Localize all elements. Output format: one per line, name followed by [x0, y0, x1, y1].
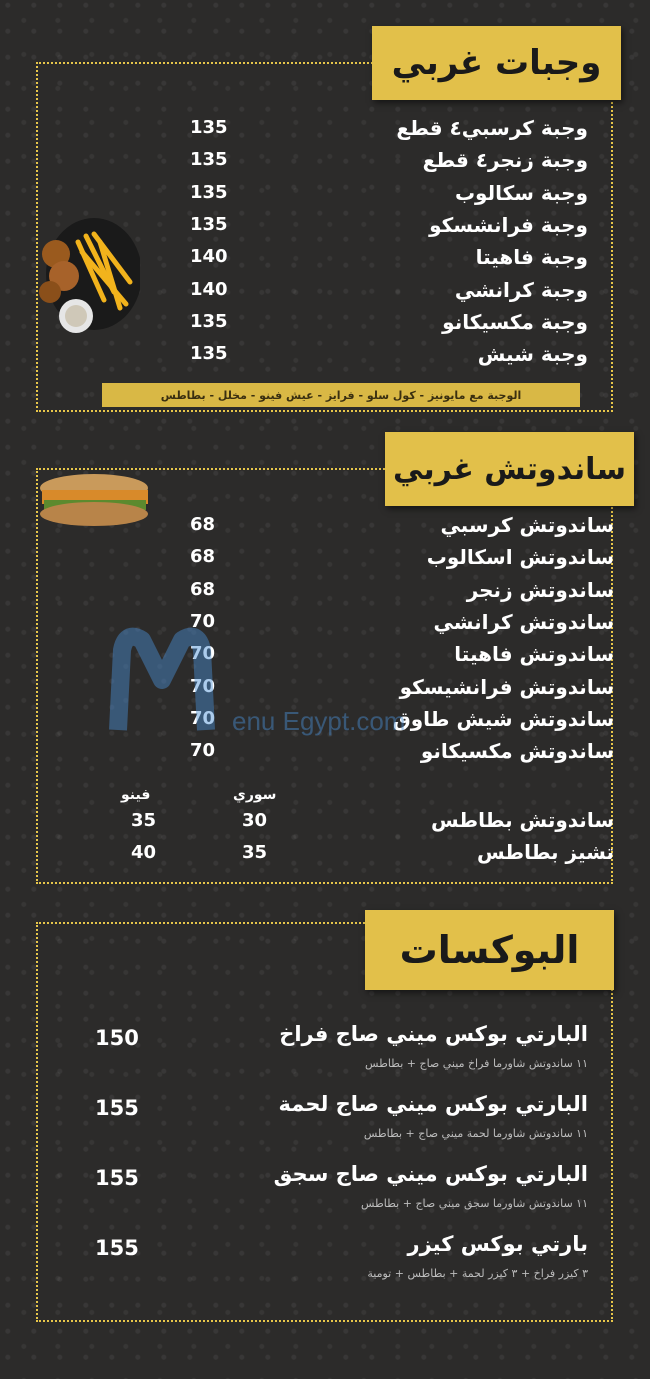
meal-item-price: 135 — [190, 310, 228, 332]
meal-item-name: وجبة مكسيكانو — [442, 309, 588, 334]
meal-item-name: وجبة شيش — [477, 342, 588, 367]
dual-item-price-fino: 40 — [131, 842, 157, 863]
meal-item-name: وجبة فاهيتا — [475, 245, 588, 270]
sandwich-item-price: 70 — [190, 610, 216, 632]
box-item-description: ٣ كيزر فراخ + ٣ كيزر لحمة + بطاطس + تومية — [367, 1267, 588, 1280]
box-item-name: البارتي بوكس ميني صاج فراخ — [279, 1022, 588, 1046]
dual-item-price-fino: 35 — [131, 810, 157, 831]
sandwich-image — [36, 470, 152, 528]
col-header-suri: سوري — [233, 787, 277, 803]
sandwich-item-name: ساندوتش مكسيكانو — [420, 739, 614, 764]
sandwich-item-price: 68 — [190, 514, 216, 535]
dual-item-name: تشيز بطاطس — [476, 840, 614, 864]
box-item-price: 155 — [95, 1236, 139, 1260]
sandwich-item-name: ساندوتش شيش طاوق — [392, 706, 614, 731]
sandwich-item-price: 68 — [190, 546, 216, 568]
box-item-price: 150 — [95, 1026, 139, 1050]
meal-item-price: 135 — [190, 149, 228, 171]
sandwich-item-name: ساندوتش فاهيتا — [454, 642, 614, 667]
box-item-name: البارتي بوكس ميني صاج سجق — [273, 1162, 588, 1186]
meal-item-price: 140 — [190, 278, 228, 300]
meal-item-name: وجبة كرانشي — [454, 277, 588, 302]
section2-title: ساندوتش غربي — [393, 451, 626, 487]
box-item-price: 155 — [95, 1166, 139, 1190]
box-item-description: ١١ ساندوتش شاورما سجق ميني صاج + بطاطس — [361, 1197, 588, 1210]
box-item-description: ١١ ساندوتش شاورما فراخ ميني صاج + بطاطس — [365, 1057, 588, 1070]
meal-item-price: 135 — [190, 117, 228, 138]
section1-title: وجبات غربي — [391, 43, 602, 83]
meal-item-price: 135 — [190, 343, 228, 365]
sandwich-item-name: ساندوتش كرانشي — [433, 609, 614, 634]
meal-item-price: 135 — [190, 181, 228, 203]
box-item-name: البارتي بوكس ميني صاج لحمة — [278, 1092, 588, 1116]
sandwich-item-name: ساندوتش فرانشيسكو — [399, 674, 614, 699]
box-item-name: بارتي بوكس كيزر — [407, 1232, 588, 1256]
dual-item-price-suri: 35 — [242, 842, 268, 863]
meal-note-bar — [102, 383, 580, 407]
meal-item-name: وجبة كرسبي٤ قطع — [396, 116, 588, 140]
section3-title: البوكسات — [399, 928, 580, 972]
sandwich-item-price: 68 — [190, 578, 216, 600]
sandwich-item-price: 70 — [190, 740, 216, 762]
box-item-price: 155 — [95, 1096, 139, 1120]
sandwich-item-name: ساندوتش كرسبي — [440, 513, 614, 537]
meal-item-name: وجبة سكالوب — [454, 180, 588, 205]
section-title-western-sandwiches — [385, 432, 634, 506]
sandwich-item-price: 70 — [190, 675, 216, 697]
dual-item-name: ساندوتش بطاطس — [430, 808, 614, 832]
meal-note-text: الوجبة مع مايونيز - كول سلو - فرايز - عيش فينو - مخلل - بطاطس — [160, 388, 522, 402]
col-header-fino: فينو — [121, 787, 151, 803]
sandwich-item-price: 70 — [190, 643, 216, 665]
meal-item-price: 140 — [190, 246, 228, 268]
section-title-western-meals — [372, 26, 621, 100]
sandwich-item-price: 70 — [190, 707, 216, 729]
box-item-description: ١١ ساندوتش شاورما لحمة ميني صاج + بطاطس — [363, 1127, 588, 1140]
sandwich-item-name: ساندوتش اسكالوب — [426, 545, 614, 570]
watermark-text: enu Egypt.com — [232, 706, 406, 736]
meal-item-name: وجبة فرانشسكو — [429, 212, 588, 237]
meal-item-name: وجبة زنجر٤ قطع — [422, 148, 588, 173]
sandwich-item-name: ساندوتش زنجر — [466, 577, 614, 602]
dual-item-price-suri: 30 — [242, 810, 268, 831]
section-title-boxes — [365, 910, 614, 990]
meal-plate-image — [34, 212, 140, 338]
meal-item-price: 135 — [190, 213, 228, 235]
